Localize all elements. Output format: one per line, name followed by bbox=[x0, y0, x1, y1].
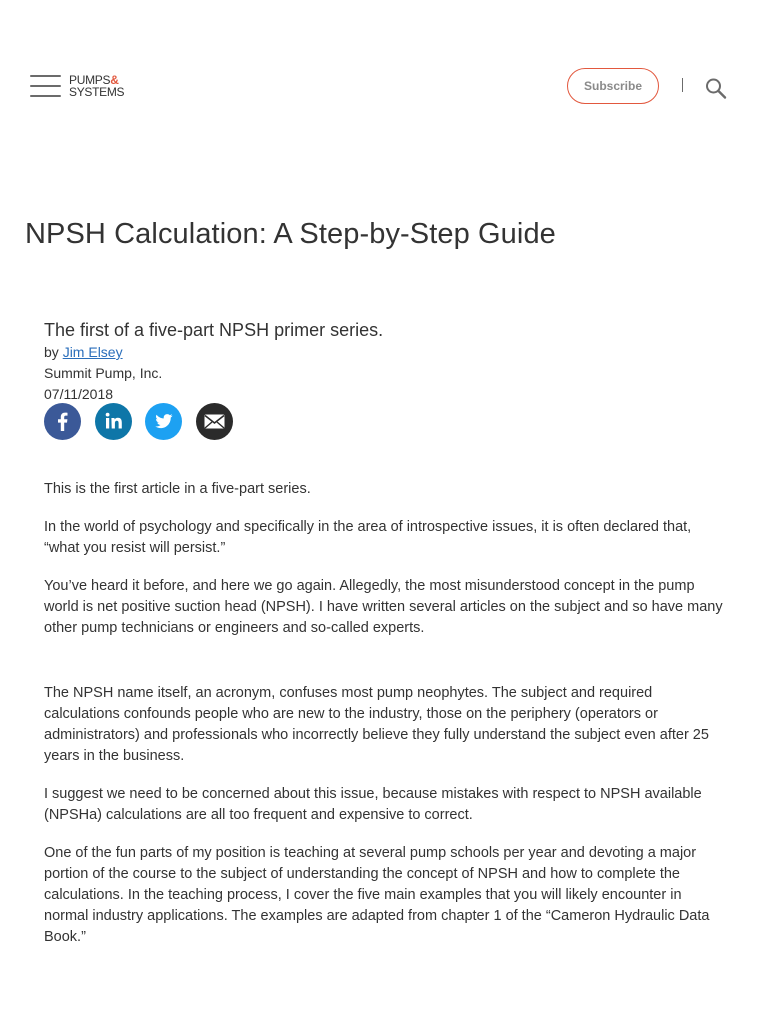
subscribe-button[interactable]: Subscribe bbox=[567, 68, 659, 104]
menu-bar bbox=[30, 85, 61, 87]
menu-bar bbox=[30, 95, 61, 97]
hamburger-menu-icon[interactable] bbox=[30, 74, 61, 98]
byline bbox=[44, 342, 724, 363]
email-share-button[interactable] bbox=[196, 403, 233, 440]
article-paragraph: The NPSH name itself, an acronym, confuses most pump neophytes. The subject and required calculations confounds people who are new to the industry, those on the periphery (operators or administrators) and professionals who incorrectly believe they fully understand the subject even after 25 years in the business. bbox=[44, 685, 709, 764]
article-paragraph: I suggest we need to be concerned about this issue, because mistakes with respect to NPSH available (NPSHa) calculations are all too frequent and expensive to correct. bbox=[44, 786, 702, 823]
author-company: Summit Pump, Inc. bbox=[44, 365, 163, 381]
site-logo[interactable] bbox=[69, 73, 139, 101]
article-meta bbox=[44, 318, 724, 405]
search-icon[interactable] bbox=[704, 76, 728, 100]
facebook-icon bbox=[44, 403, 81, 440]
byline-prefix: by bbox=[44, 344, 59, 360]
logo-word-pumps: PUMPS bbox=[69, 73, 111, 87]
author-link[interactable]: Jim Elsey bbox=[62, 344, 123, 360]
article-paragraph: This is the first article in a five-part series. bbox=[44, 481, 311, 497]
article-paragraph: In the world of psychology and specifically in the area of introspective issues, it is often declared that, “what you resist will persist.” bbox=[44, 519, 692, 556]
site-header bbox=[0, 0, 768, 170]
twitter-share-button[interactable] bbox=[145, 403, 182, 440]
publish-date: 07/11/2018 bbox=[44, 386, 114, 402]
page-title: NPSH Calculation: A Step-by-Step Guide bbox=[25, 218, 556, 250]
email-icon bbox=[196, 403, 233, 440]
twitter-icon bbox=[145, 403, 182, 440]
facebook-share-button[interactable] bbox=[44, 403, 81, 440]
menu-bar bbox=[30, 75, 61, 77]
logo-ampersand: & bbox=[110, 73, 119, 87]
article-subtitle: The first of a five-part NPSH primer series. bbox=[44, 320, 384, 340]
linkedin-icon bbox=[95, 403, 132, 440]
linkedin-share-button[interactable] bbox=[95, 403, 132, 440]
article-paragraph: One of the fun parts of my position is teaching at several pump schools per year and devoting a major portion of the course to the subject of understanding the concept of NPSH and how to complete the calculations. In the teaching process, I cover the five main examples that you will likely encounter in normal industry applications. The examples are adapted from chapter 1 of the “Cameron Hydraulic Data Book.” bbox=[44, 845, 710, 945]
article-paragraph: You’ve heard it before, and here we go again. Allegedly, the most misunderstood concept in the pump world is net positive suction head (NPSH). I have written several articles on the subject and so have many other pump technicians or engineers and so-called experts. bbox=[44, 578, 723, 636]
logo-word-systems: SYSTEMS bbox=[69, 85, 125, 99]
header-divider bbox=[682, 78, 683, 92]
